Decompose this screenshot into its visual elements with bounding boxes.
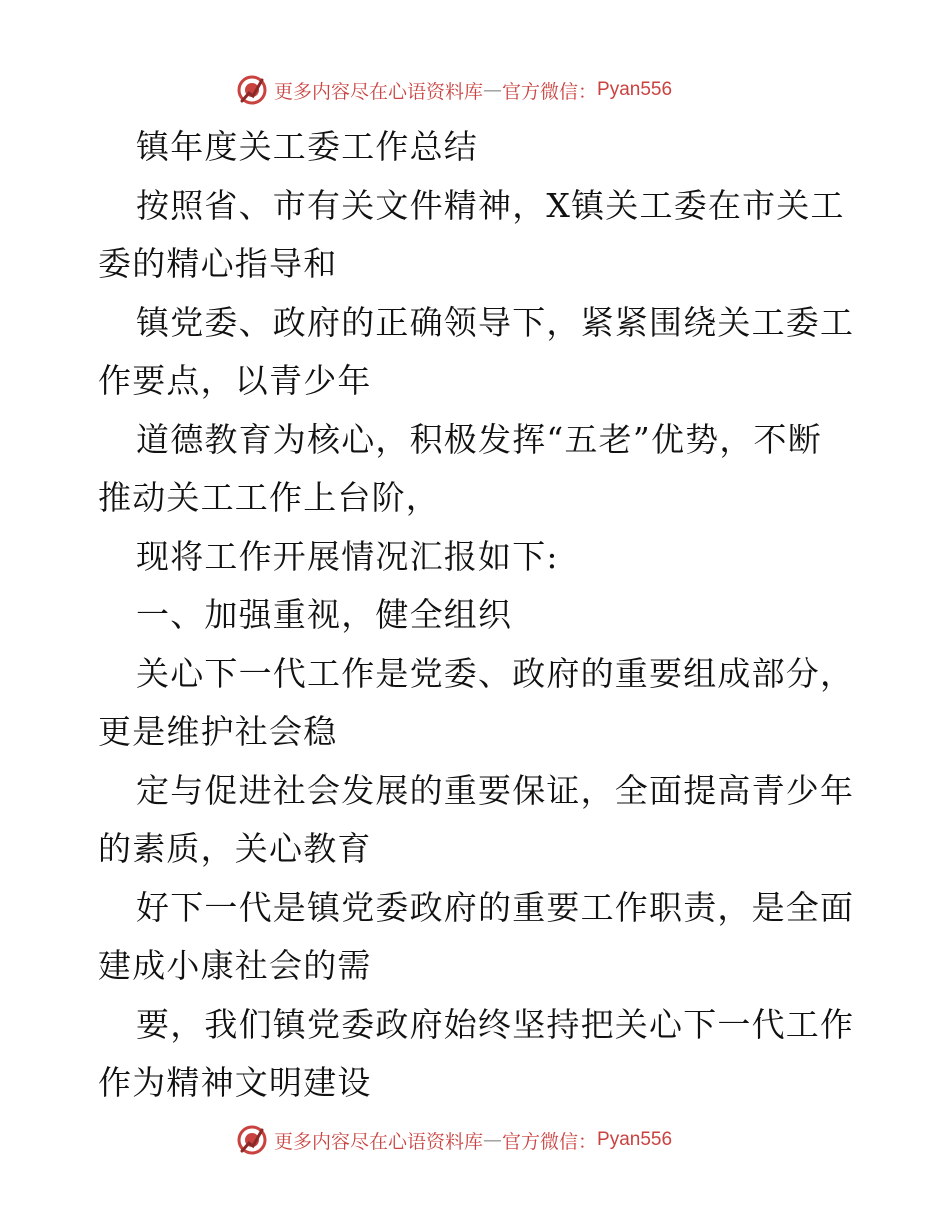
- paragraph-line: 关心下一代工作是党委、政府的重要组成部分，: [136, 653, 855, 693]
- paragraph-line: 按照省、市有关文件精神，X镇关工委在市关工: [136, 185, 845, 225]
- watermark-wechat-id: Pyan556: [597, 79, 673, 100]
- watermark-separator: —: [483, 79, 503, 101]
- paragraph-line: 作为精神文明建设: [98, 1063, 372, 1102]
- section-heading: 一、加强重视，健全组织: [136, 595, 513, 634]
- footer-watermark: [236, 1122, 672, 1158]
- watermark-official-label: 官方微信：: [502, 80, 598, 103]
- watermark-separator: —: [483, 1129, 503, 1151]
- paragraph-line: 要，我们镇党委政府始终坚持把关心下一代工作: [136, 1004, 855, 1044]
- paragraph-line: 的素质，关心教育: [98, 829, 372, 868]
- paragraph-line: 镇党委、政府的正确领导下，紧紧围绕关工委工: [136, 302, 855, 342]
- paragraph-line: 现将工作开展情况汇报如下:: [136, 536, 559, 576]
- watermark-official-label: 官方微信：: [502, 1130, 598, 1153]
- paragraph-line: 更是维护社会稳: [98, 712, 338, 751]
- document-title: 镇年度关工委工作总结: [136, 127, 478, 166]
- paragraph-line: 建成小康社会的需: [98, 946, 372, 985]
- seal-logo-icon: [236, 1124, 268, 1156]
- seal-logo-icon: [236, 74, 268, 106]
- paragraph-line: 定与促进社会发展的重要保证，全面提高青少年: [136, 770, 855, 810]
- header-watermark: [236, 72, 672, 108]
- paragraph-line: 推动关工工作上台阶，: [98, 478, 440, 517]
- watermark-wechat-id: Pyan556: [597, 1129, 673, 1150]
- paragraph-line: 道德教育为核心，积极发挥“五老”优势，不断: [136, 419, 822, 459]
- paragraph-line: 委的精心指导和: [98, 244, 338, 283]
- watermark-promo-text: 更多内容尽在心语资料库: [274, 80, 484, 103]
- paragraph-line: 好下一代是镇党委政府的重要工作职责，是全面: [136, 887, 855, 927]
- document-body: [98, 118, 858, 1113]
- watermark-promo-text: 更多内容尽在心语资料库: [274, 1130, 484, 1153]
- paragraph-line: 作要点，以青少年: [98, 361, 372, 400]
